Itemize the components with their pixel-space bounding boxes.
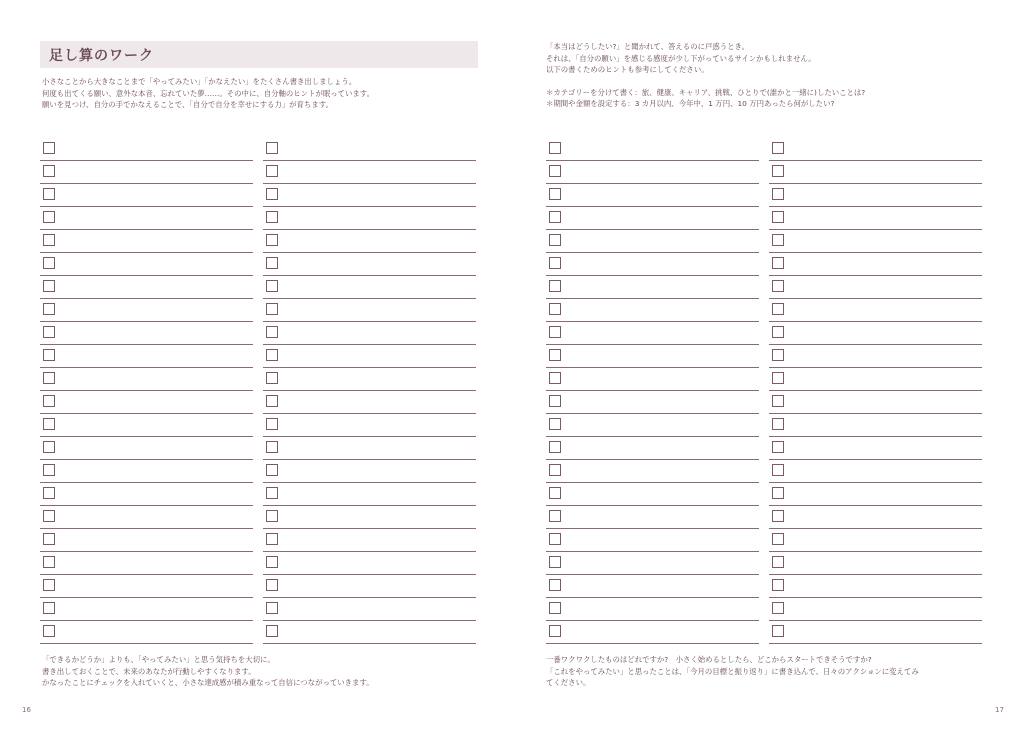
checklist-row [40, 529, 253, 552]
checklist-row [40, 253, 253, 276]
checkbox[interactable] [772, 487, 784, 499]
checkbox[interactable] [549, 625, 561, 637]
footer-line: かなったことにチェックを入れていくと、小さな達成感が積み重なって自信につながっていきます。 [42, 678, 374, 687]
checklist-row [263, 414, 476, 437]
checklist-row [769, 138, 982, 161]
checkbox[interactable] [43, 326, 55, 338]
checkbox[interactable] [549, 280, 561, 292]
checkbox[interactable] [772, 257, 784, 269]
checkbox[interactable] [549, 234, 561, 246]
checklist-row [546, 552, 759, 575]
checklist-row [546, 483, 759, 506]
checkbox[interactable] [549, 326, 561, 338]
footer-line: てください。 [546, 678, 591, 687]
checklist-row [263, 575, 476, 598]
checklist-row [263, 322, 476, 345]
checkbox[interactable] [266, 579, 278, 591]
checklist-row [546, 253, 759, 276]
checkbox[interactable] [266, 326, 278, 338]
intro-line: 小さなことから大きなことまで「やってみたい」「かなえたい」をたくさん書き出しましょう。 [42, 77, 357, 86]
checklist-row [546, 575, 759, 598]
checkbox[interactable] [549, 349, 561, 361]
checklist-row [769, 437, 982, 460]
checklist-row [769, 253, 982, 276]
checkbox[interactable] [549, 533, 561, 545]
checkbox[interactable] [772, 280, 784, 292]
checkbox[interactable] [772, 464, 784, 476]
checklist-row [546, 598, 759, 621]
checkbox[interactable] [772, 188, 784, 200]
checkbox[interactable] [772, 211, 784, 223]
checklist-row [40, 598, 253, 621]
checklist-row [263, 598, 476, 621]
checklist-row [546, 460, 759, 483]
checkbox[interactable] [266, 556, 278, 568]
checklist-row [263, 552, 476, 575]
checkbox[interactable] [266, 487, 278, 499]
checkbox[interactable] [772, 372, 784, 384]
checklist-row [40, 621, 253, 644]
checkbox[interactable] [266, 303, 278, 315]
checkbox[interactable] [549, 579, 561, 591]
checklist-row [263, 138, 476, 161]
checklist-column [40, 138, 253, 644]
checklist-row [40, 184, 253, 207]
checkbox[interactable] [549, 165, 561, 177]
checklist-row [40, 506, 253, 529]
checkbox[interactable] [43, 556, 55, 568]
checklist-row [769, 161, 982, 184]
checklist-row [546, 368, 759, 391]
checklist-row [263, 506, 476, 529]
checkbox[interactable] [549, 142, 561, 154]
checkbox[interactable] [549, 510, 561, 522]
checkbox[interactable] [772, 441, 784, 453]
checklist-row [40, 552, 253, 575]
checklist-row [263, 621, 476, 644]
intro-line: それは、「自分の願い」を感じる感度が少し下がっているサインかもしれません。 [546, 53, 816, 63]
checkbox[interactable] [772, 579, 784, 591]
checkbox[interactable] [43, 395, 55, 407]
checklist-row [263, 391, 476, 414]
checkbox[interactable] [266, 441, 278, 453]
checklist-row [40, 575, 253, 598]
checkbox[interactable] [772, 533, 784, 545]
footer-line: 「できるかどうか」よりも、「やってみたい」と思う気持ちを大切に。 [42, 655, 275, 664]
checklist-row [546, 414, 759, 437]
checklist-row [40, 230, 253, 253]
page-number: 17 [995, 706, 1004, 714]
checklist-row [263, 460, 476, 483]
checklist-row [546, 207, 759, 230]
checkbox[interactable] [43, 303, 55, 315]
checkbox[interactable] [266, 349, 278, 361]
checklist-row [263, 207, 476, 230]
footer-line: 「これをやってみたい」と思ったことは、「今月の目標と振り返り」に書き込んで、日々のアクションに変えてみ [546, 666, 919, 676]
checkbox[interactable] [266, 211, 278, 223]
checklist-row [263, 529, 476, 552]
checklist-row [263, 483, 476, 506]
checklist-row [769, 483, 982, 506]
checklist-row [769, 460, 982, 483]
checkbox[interactable] [43, 349, 55, 361]
footer-text [42, 654, 374, 689]
checkbox[interactable] [266, 188, 278, 200]
checkbox[interactable] [43, 257, 55, 269]
checkbox[interactable] [549, 395, 561, 407]
checkbox[interactable] [772, 625, 784, 637]
checklist-row [263, 276, 476, 299]
checklist-row [40, 368, 253, 391]
checkbox[interactable] [549, 441, 561, 453]
checkbox[interactable] [43, 487, 55, 499]
checkbox[interactable] [43, 211, 55, 223]
checkbox[interactable] [266, 372, 278, 384]
checklist-row [546, 345, 759, 368]
checklist-row [40, 391, 253, 414]
checklist-row [40, 161, 253, 184]
checklist-row [40, 322, 253, 345]
checklist-row [263, 437, 476, 460]
checklist-row [769, 391, 982, 414]
checkbox[interactable] [549, 602, 561, 614]
checkbox[interactable] [43, 602, 55, 614]
checklist-row [546, 184, 759, 207]
intro-line: 以下の書くためのヒントも参考にしてください。 [546, 65, 709, 74]
checkbox[interactable] [43, 441, 55, 453]
right-footer-text [546, 654, 919, 689]
checkbox[interactable] [266, 234, 278, 246]
checkbox[interactable] [43, 625, 55, 637]
checkbox[interactable] [772, 510, 784, 522]
checklist-row [40, 483, 253, 506]
checkbox[interactable] [266, 142, 278, 154]
checklist-column [263, 138, 476, 644]
checklist-row [769, 598, 982, 621]
checklist-column [769, 138, 982, 644]
checkbox[interactable] [266, 625, 278, 637]
page-number: 16 [22, 706, 31, 714]
checklist-row [40, 414, 253, 437]
right-intro-text [546, 41, 865, 110]
checkbox[interactable] [772, 349, 784, 361]
checkbox[interactable] [43, 142, 55, 154]
checklist-row [769, 184, 982, 207]
checkbox[interactable] [266, 257, 278, 269]
checkbox[interactable] [43, 533, 55, 545]
checklist-row [769, 322, 982, 345]
checklist-row [546, 299, 759, 322]
intro-text [42, 76, 374, 111]
page-title: 足し算のワーク [49, 48, 154, 64]
checklist-row [769, 552, 982, 575]
checkbox[interactable] [43, 579, 55, 591]
checkbox[interactable] [43, 464, 55, 476]
checklist-row [769, 575, 982, 598]
checkbox[interactable] [43, 234, 55, 246]
checkbox[interactable] [266, 280, 278, 292]
checkbox[interactable] [43, 372, 55, 384]
title-bar [40, 41, 478, 68]
checklist-row [40, 299, 253, 322]
checklist-row [546, 621, 759, 644]
checklist-row [40, 345, 253, 368]
checkbox[interactable] [549, 487, 561, 499]
footer-line: 書き出しておくことで、未来のあなたが行動しやすくなります。 [42, 666, 256, 676]
checklist-column [546, 138, 759, 644]
checklist-row [769, 621, 982, 644]
checklist-row [769, 368, 982, 391]
checklist-row [546, 161, 759, 184]
checkbox[interactable] [772, 142, 784, 154]
checkbox[interactable] [772, 602, 784, 614]
checkbox[interactable] [772, 165, 784, 177]
checklist-row [546, 138, 759, 161]
checklist-row [263, 184, 476, 207]
checkbox[interactable] [549, 188, 561, 200]
checkbox[interactable] [266, 165, 278, 177]
checklist-row [546, 506, 759, 529]
checklist-row [263, 253, 476, 276]
checkbox[interactable] [549, 303, 561, 315]
checkbox[interactable] [43, 510, 55, 522]
checklist-row [769, 299, 982, 322]
checklist-row [769, 529, 982, 552]
checkbox[interactable] [266, 464, 278, 476]
checklist-row [40, 276, 253, 299]
checklist-row [546, 529, 759, 552]
checkbox[interactable] [549, 372, 561, 384]
checkbox[interactable] [772, 395, 784, 407]
checklist-row [546, 322, 759, 345]
checkbox[interactable] [43, 188, 55, 200]
checklist-row [40, 207, 253, 230]
checklist-row [40, 460, 253, 483]
checkbox[interactable] [772, 303, 784, 315]
checkbox[interactable] [43, 165, 55, 177]
checkbox[interactable] [266, 395, 278, 407]
checkbox[interactable] [549, 257, 561, 269]
checkbox[interactable] [43, 418, 55, 430]
checkbox[interactable] [266, 602, 278, 614]
checklist-row [263, 299, 476, 322]
hint-line: ＊カテゴリーを分けて書く：旅、健康、キャリア、挑戦、ひとりで(誰かと一緒に)したいことは? [546, 87, 866, 97]
checkbox[interactable] [549, 464, 561, 476]
checkbox[interactable] [549, 556, 561, 568]
checklist-row [769, 506, 982, 529]
checklist-row [769, 230, 982, 253]
checkbox[interactable] [549, 211, 561, 223]
intro-line: 何度も出てくる願い、意外な本音、忘れていた夢……。その中に、自分軸のヒントが眠っています。 [42, 88, 374, 98]
checklist-row [546, 391, 759, 414]
checklist-row [769, 345, 982, 368]
checklist-row [40, 138, 253, 161]
checklist-row [263, 345, 476, 368]
checkbox[interactable] [772, 234, 784, 246]
checkbox[interactable] [772, 418, 784, 430]
checklist-row [769, 276, 982, 299]
checkbox[interactable] [266, 533, 278, 545]
checkbox[interactable] [266, 510, 278, 522]
footer-line: 一番ワクワクしたものはどれですか? 小さく始めるとしたら、どこからスタートできそうですか? [546, 655, 872, 664]
checkbox[interactable] [772, 556, 784, 568]
checklist-row [546, 437, 759, 460]
intro-line: 願いを見つけ、自分の手でかなえることで、「自分で自分を幸せにする力」が育ちます。 [42, 100, 333, 109]
checkbox[interactable] [43, 280, 55, 292]
checklist-row [546, 276, 759, 299]
checklist-row [40, 437, 253, 460]
hint-line: ＊期間や金額を設定する：3 カ月以内、今年中、1 万円、10 万円あったら何がしたい? [546, 99, 835, 108]
intro-line: 「本当はどうしたい?」と聞かれて、答えるのに戸惑うとき。 [546, 42, 750, 51]
checklist-row [263, 368, 476, 391]
checklist-row [263, 161, 476, 184]
checkbox[interactable] [549, 418, 561, 430]
checklist-row [263, 230, 476, 253]
checkbox[interactable] [266, 418, 278, 430]
checkbox[interactable] [772, 326, 784, 338]
checklist-row [769, 414, 982, 437]
checklist-row [546, 230, 759, 253]
checklist-row [769, 207, 982, 230]
